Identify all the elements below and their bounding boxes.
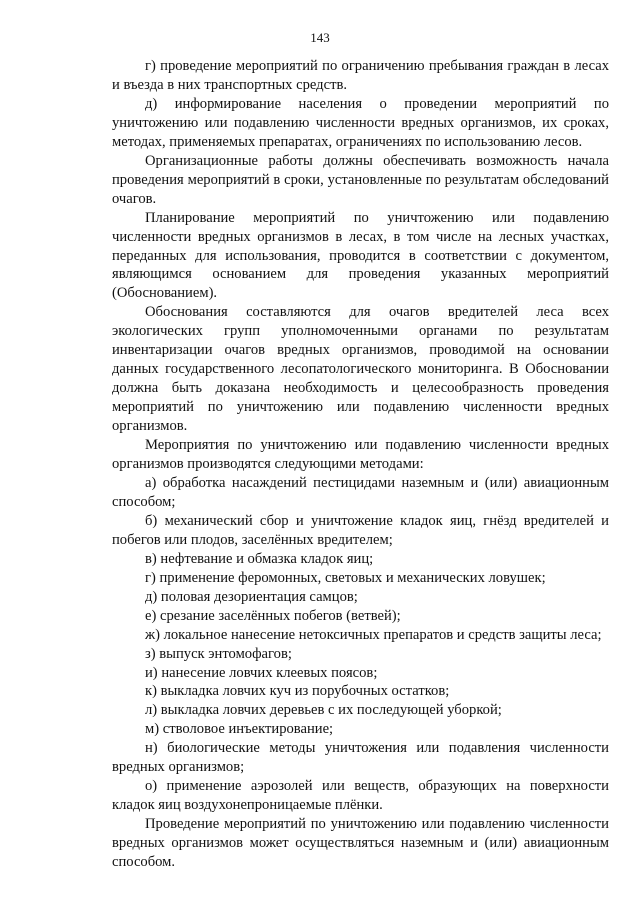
page-number: 143 bbox=[310, 30, 330, 45]
method-item-n: н) биологические методы уничтожения или подавления численности вредных организмов; bbox=[112, 740, 609, 776]
method-item-z: з) выпуск энтомофагов; bbox=[145, 645, 292, 662]
paragraph-planning: Планирование мероприятий по уничтожению или подавлению численности вредных организмов в лесах, в том числе на лесных участках, переданных для использования, проводится в соответствии с документом, являющимся основанием для проведения указанных мероприятий (Обоснованием). bbox=[112, 209, 609, 302]
paragraph-ground-aviation: Проведение мероприятий по уничтожению или подавлению численности вредных организмов может осуществляться наземным и (или) авиационным способом. bbox=[112, 816, 609, 871]
paragraph-organizational-work: Организационные работы должны обеспечивать возможность начала проведения мероприятий в сроки, установленные по результатам обследований очагов. bbox=[112, 152, 609, 207]
method-item-g: г) применение феромонных, световых и механических ловушек; bbox=[145, 569, 546, 586]
method-item-d: д) половая дезориентация самцов; bbox=[145, 588, 358, 605]
paragraph-justifications: Обоснования составляются для очагов вредителей леса всех экологических групп уполномоченными органами по результатам инвентаризации очагов вредных организмов, проводимой на основании данных государственного лесопатологического мониторинга. В Обосновании должна быть доказана необходимость и целесообразность проведения мероприятий по уничтожению или подавлению численности вредных организмов. bbox=[112, 304, 609, 435]
paragraph-methods-intro: Мероприятия по уничтожению или подавлению численности вредных организмов производятся следующими методами: bbox=[112, 437, 609, 473]
method-item-b: б) механический сбор и уничтожение кладок яиц, гнёзд вредителей и побегов или плодов, заселённых вредителем; bbox=[112, 512, 609, 548]
method-item-i: и) нанесение ловчих клеевых поясов; bbox=[145, 664, 378, 681]
paragraph-d-informing: д) информирование населения о проведении мероприятий по уничтожению или подавлению численности вредных организмов, их сроках, методах, применяемых препаратах, ограничениях по использованию лесов. bbox=[112, 95, 609, 150]
method-item-zh: ж) локальное нанесение нетоксичных препаратов и средств защиты леса; bbox=[145, 626, 602, 643]
method-item-m: м) стволовое инъектирование; bbox=[145, 721, 334, 738]
method-item-l: л) выкладка ловчих деревьев с их последующей уборкой; bbox=[145, 702, 502, 719]
method-item-a: а) обработка насаждений пестицидами наземным и (или) авиационным способом; bbox=[112, 474, 609, 510]
document-body bbox=[112, 57, 609, 872]
method-item-e: е) срезание заселённых побегов (ветвей); bbox=[145, 607, 401, 624]
paragraph-g-restriction: г) проведение мероприятий по ограничению пребывания граждан в лесах и въезда в них транспортных средств. bbox=[112, 58, 609, 93]
method-item-k: к) выкладка ловчих куч из порубочных остатков; bbox=[145, 683, 450, 700]
method-item-o: о) применение аэрозолей или веществ, образующих на поверхности кладок яиц воздухонепроницаемые плёнки. bbox=[112, 778, 609, 814]
method-item-v: в) нефтевание и обмазка кладок яиц; bbox=[145, 550, 374, 567]
